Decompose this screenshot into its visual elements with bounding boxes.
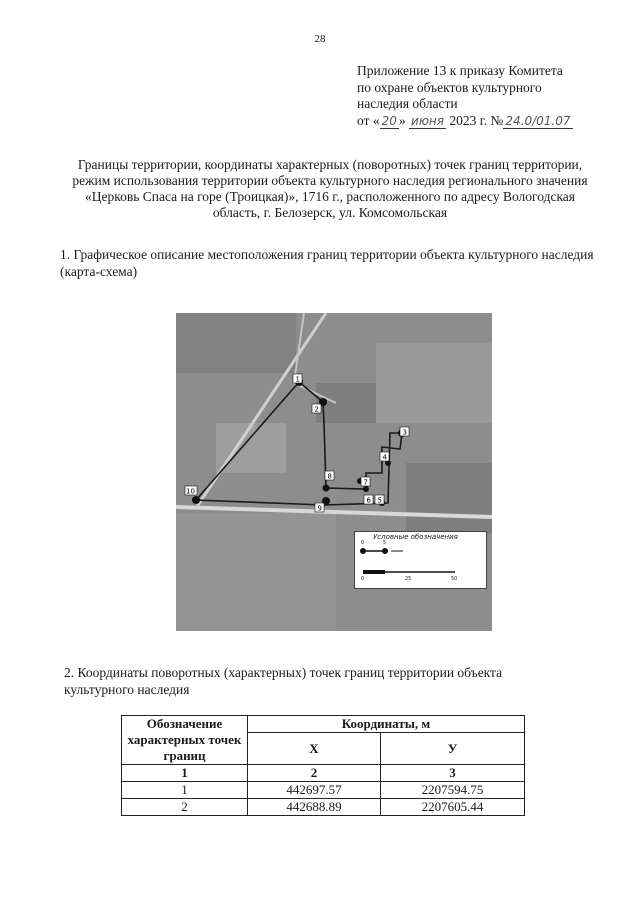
- table-row: [122, 799, 525, 816]
- cell-y: 2207594.75: [381, 782, 525, 799]
- column-number-3: 3: [381, 765, 525, 782]
- cell-point: 2: [122, 799, 248, 816]
- appendix-line-1: Приложение 13 к приказу Комитета: [357, 63, 563, 78]
- coordinates-table: [121, 715, 525, 816]
- cell-point: 1: [122, 782, 248, 799]
- page-number: 28: [314, 33, 326, 45]
- map-point-label: 2: [314, 405, 319, 414]
- map-point-label: 6: [366, 496, 371, 505]
- legend-scale-25: 25: [405, 576, 412, 582]
- appendix-line-3: наследия области: [357, 96, 458, 111]
- section-1-heading: 1. Графическое описание местоположения границ территории объекта культурного наследия (карта-схема): [60, 247, 594, 279]
- column-number-2: 2: [248, 765, 381, 782]
- map-scheme: [176, 313, 492, 631]
- map-point-label: 10: [186, 487, 195, 496]
- header-x: X: [248, 733, 381, 765]
- table-header-row: [122, 716, 525, 733]
- date-quote-close: »: [398, 112, 406, 128]
- appendix-line-2: по охране объектов культурного: [357, 79, 542, 95]
- legend-small-0: 0: [361, 540, 365, 546]
- year-text: 2023 г. №: [449, 112, 504, 128]
- legend-scale-50: 50: [451, 576, 458, 582]
- map-point-label: 1: [295, 375, 300, 384]
- table-row: [122, 782, 525, 799]
- header-point-designation: Обозначение характерных точек границ: [122, 716, 248, 765]
- map-point-label: 3: [402, 428, 407, 437]
- section-2-heading: 2. Координаты поворотных (характерных) точек границ территории объекта культурного наследия: [64, 665, 503, 697]
- handwritten-day: 20: [381, 113, 397, 128]
- handwritten-month: июня: [411, 113, 444, 128]
- map-point-label: 4: [382, 453, 387, 462]
- legend-small-5: 5: [383, 540, 387, 546]
- legend-symbols: [355, 532, 486, 588]
- map-point-label: 8: [327, 472, 332, 481]
- map-point-label: 9: [317, 504, 322, 513]
- cell-x: 442697.57: [248, 782, 381, 799]
- legend-scale-0: 0: [361, 576, 365, 582]
- cell-y: 2207605.44: [381, 799, 525, 816]
- legend-title: Условные обозначения: [373, 533, 458, 541]
- date-prefix: от «: [357, 112, 380, 128]
- header-y: У: [381, 733, 525, 765]
- appendix-line-4: [357, 113, 622, 130]
- map-point-label: 7: [363, 478, 368, 487]
- column-number-1: 1: [122, 765, 248, 782]
- header-coordinates: Координаты, м: [248, 716, 525, 733]
- appendix-header: [357, 63, 622, 129]
- handwritten-order-number: 24.0/01.07: [505, 113, 571, 128]
- document-title: Границы территории, координаты характерных (поворотных) точек границ территории, режим использования территории объекта культурного наследия регионального значения «Церковь Спаса на горе (Троицкая)», 1716 г., расположенного по адресу Вологодская область, г. Белозерск, ул. Комсомольская: [72, 157, 588, 220]
- cell-x: 442688.89: [248, 799, 381, 816]
- map-legend: [354, 531, 487, 589]
- table-number-row: [122, 765, 525, 782]
- map-point-label: 5: [377, 496, 382, 505]
